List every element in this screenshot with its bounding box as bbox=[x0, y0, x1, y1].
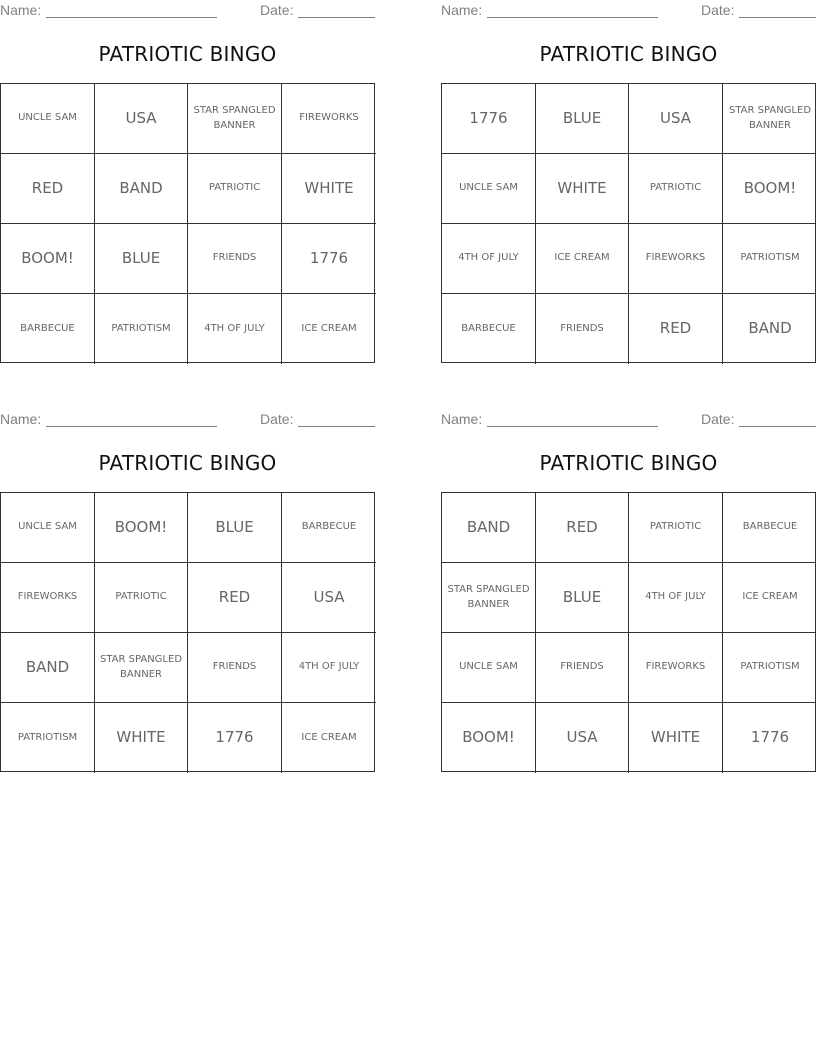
bingo-cell[interactable]: WHITE bbox=[282, 154, 376, 224]
bingo-cell[interactable]: BOOM! bbox=[442, 703, 536, 773]
bingo-grid bbox=[0, 492, 375, 772]
bingo-cell[interactable]: PATRIOTIC bbox=[95, 563, 188, 633]
bingo-cell[interactable]: FIREWORKS bbox=[282, 84, 376, 154]
bingo-cell[interactable]: 4TH OF JULY bbox=[442, 224, 536, 294]
card-title: PATRIOTIC BINGO bbox=[98, 42, 277, 66]
date-label: Date: bbox=[701, 2, 735, 18]
date-field[interactable] bbox=[739, 426, 816, 427]
bingo-cell[interactable]: STAR SPANGLED BANNER bbox=[723, 84, 816, 154]
card-header bbox=[441, 2, 816, 20]
bingo-cell[interactable]: BAND bbox=[95, 154, 188, 224]
bingo-cell[interactable]: RED bbox=[188, 563, 282, 633]
name-field[interactable] bbox=[46, 426, 217, 427]
card-title: PATRIOTIC BINGO bbox=[539, 451, 718, 475]
bingo-grid bbox=[441, 492, 816, 772]
bingo-cell[interactable]: USA bbox=[536, 703, 629, 773]
bingo-cell[interactable]: ICE CREAM bbox=[301, 731, 357, 743]
bingo-cell[interactable]: UNCLE SAM bbox=[442, 154, 536, 224]
bingo-grid bbox=[0, 83, 375, 363]
bingo-cell[interactable]: BARBECUE bbox=[723, 493, 816, 563]
name-label: Name: bbox=[441, 411, 483, 427]
bingo-cell[interactable]: WHITE bbox=[536, 154, 629, 224]
bingo-cell[interactable]: UNCLE SAM bbox=[1, 493, 95, 563]
bingo-cell[interactable]: RED bbox=[629, 294, 723, 364]
bingo-cell[interactable]: USA bbox=[95, 84, 188, 154]
bingo-cell[interactable]: 1776 bbox=[282, 224, 376, 294]
bingo-cell[interactable]: PATRIOTISM bbox=[723, 633, 816, 703]
bingo-cell[interactable]: BARBECUE bbox=[282, 493, 376, 563]
bingo-cell[interactable]: USA bbox=[282, 563, 376, 633]
bingo-cell[interactable]: FIREWORKS bbox=[629, 224, 723, 294]
date-label: Date: bbox=[260, 411, 294, 427]
bingo-cell[interactable]: STAR SPANGLED BANNER bbox=[442, 563, 536, 633]
bingo-cell[interactable]: PATRIOTIC bbox=[188, 154, 282, 224]
bingo-cell[interactable]: BLUE bbox=[188, 493, 282, 563]
bingo-cell[interactable]: RED bbox=[536, 493, 629, 563]
bingo-cell[interactable]: BOOM! bbox=[723, 154, 816, 224]
bingo-card-1 bbox=[0, 0, 375, 366]
bingo-cell[interactable]: BAND bbox=[1, 633, 95, 703]
card-title: PATRIOTIC BINGO bbox=[539, 42, 718, 66]
bingo-cell[interactable]: FRIENDS bbox=[536, 633, 629, 703]
bingo-cell[interactable]: BAND bbox=[442, 493, 536, 563]
bingo-card-3 bbox=[0, 409, 375, 775]
bingo-cell[interactable]: FRIENDS bbox=[188, 224, 282, 294]
bingo-cell[interactable]: BAND bbox=[748, 319, 792, 338]
name-label: Name: bbox=[0, 2, 42, 18]
name-label: Name: bbox=[0, 411, 42, 427]
bingo-cell[interactable]: FIREWORKS bbox=[1, 563, 95, 633]
bingo-card-2 bbox=[441, 0, 816, 366]
bingo-cell[interactable]: BLUE bbox=[95, 224, 188, 294]
bingo-cell[interactable]: 4TH OF JULY bbox=[282, 633, 376, 703]
bingo-cell[interactable]: PATRIOTISM bbox=[723, 224, 816, 294]
bingo-cell[interactable]: FIREWORKS bbox=[629, 633, 723, 703]
bingo-cell[interactable]: ICE CREAM bbox=[301, 322, 357, 334]
bingo-cell[interactable]: BARBECUE bbox=[442, 294, 536, 364]
bingo-cell[interactable]: 1776 bbox=[442, 84, 536, 154]
card-header bbox=[0, 411, 375, 429]
bingo-cell[interactable]: UNCLE SAM bbox=[442, 633, 536, 703]
bingo-cell[interactable]: PATRIOTIC bbox=[629, 154, 723, 224]
bingo-cell[interactable]: PATRIOTISM bbox=[1, 703, 95, 773]
bingo-cell[interactable]: 1776 bbox=[188, 703, 282, 773]
bingo-cell[interactable]: ICE CREAM bbox=[723, 563, 816, 633]
date-field[interactable] bbox=[298, 426, 375, 427]
bingo-cell[interactable]: BOOM! bbox=[1, 224, 95, 294]
bingo-cell[interactable]: ICE CREAM bbox=[536, 224, 629, 294]
bingo-cell[interactable]: WHITE bbox=[95, 703, 188, 773]
card-header bbox=[441, 411, 816, 429]
bingo-cell[interactable]: BLUE bbox=[536, 84, 629, 154]
bingo-cell[interactable]: USA bbox=[629, 84, 723, 154]
bingo-cell[interactable]: PATRIOTISM bbox=[95, 294, 188, 364]
name-field[interactable] bbox=[46, 17, 217, 18]
name-field[interactable] bbox=[487, 426, 658, 427]
date-label: Date: bbox=[701, 411, 735, 427]
bingo-cell[interactable]: PATRIOTIC bbox=[629, 493, 723, 563]
bingo-cell[interactable]: UNCLE SAM bbox=[1, 84, 95, 154]
bingo-cell[interactable]: WHITE bbox=[629, 703, 723, 773]
bingo-cell[interactable]: 4TH OF JULY bbox=[629, 563, 723, 633]
bingo-cell[interactable]: 4TH OF JULY bbox=[188, 294, 282, 364]
bingo-cell[interactable]: 1776 bbox=[750, 728, 790, 747]
bingo-cell[interactable]: BARBECUE bbox=[1, 294, 95, 364]
name-label: Name: bbox=[441, 2, 483, 18]
bingo-cell[interactable]: FRIENDS bbox=[536, 294, 629, 364]
name-field[interactable] bbox=[487, 17, 658, 18]
card-title: PATRIOTIC BINGO bbox=[98, 451, 277, 475]
bingo-cell[interactable]: FRIENDS bbox=[188, 633, 282, 703]
bingo-cell[interactable]: BOOM! bbox=[95, 493, 188, 563]
date-field[interactable] bbox=[739, 17, 816, 18]
bingo-cell[interactable]: RED bbox=[1, 154, 95, 224]
bingo-card-4 bbox=[441, 409, 816, 775]
card-header bbox=[0, 2, 375, 20]
bingo-cell[interactable]: STAR SPANGLED BANNER bbox=[95, 633, 188, 703]
date-label: Date: bbox=[260, 2, 294, 18]
bingo-cell[interactable]: STAR SPANGLED BANNER bbox=[188, 84, 282, 154]
date-field[interactable] bbox=[298, 17, 375, 18]
bingo-grid bbox=[441, 83, 816, 363]
bingo-cell[interactable]: BLUE bbox=[536, 563, 629, 633]
